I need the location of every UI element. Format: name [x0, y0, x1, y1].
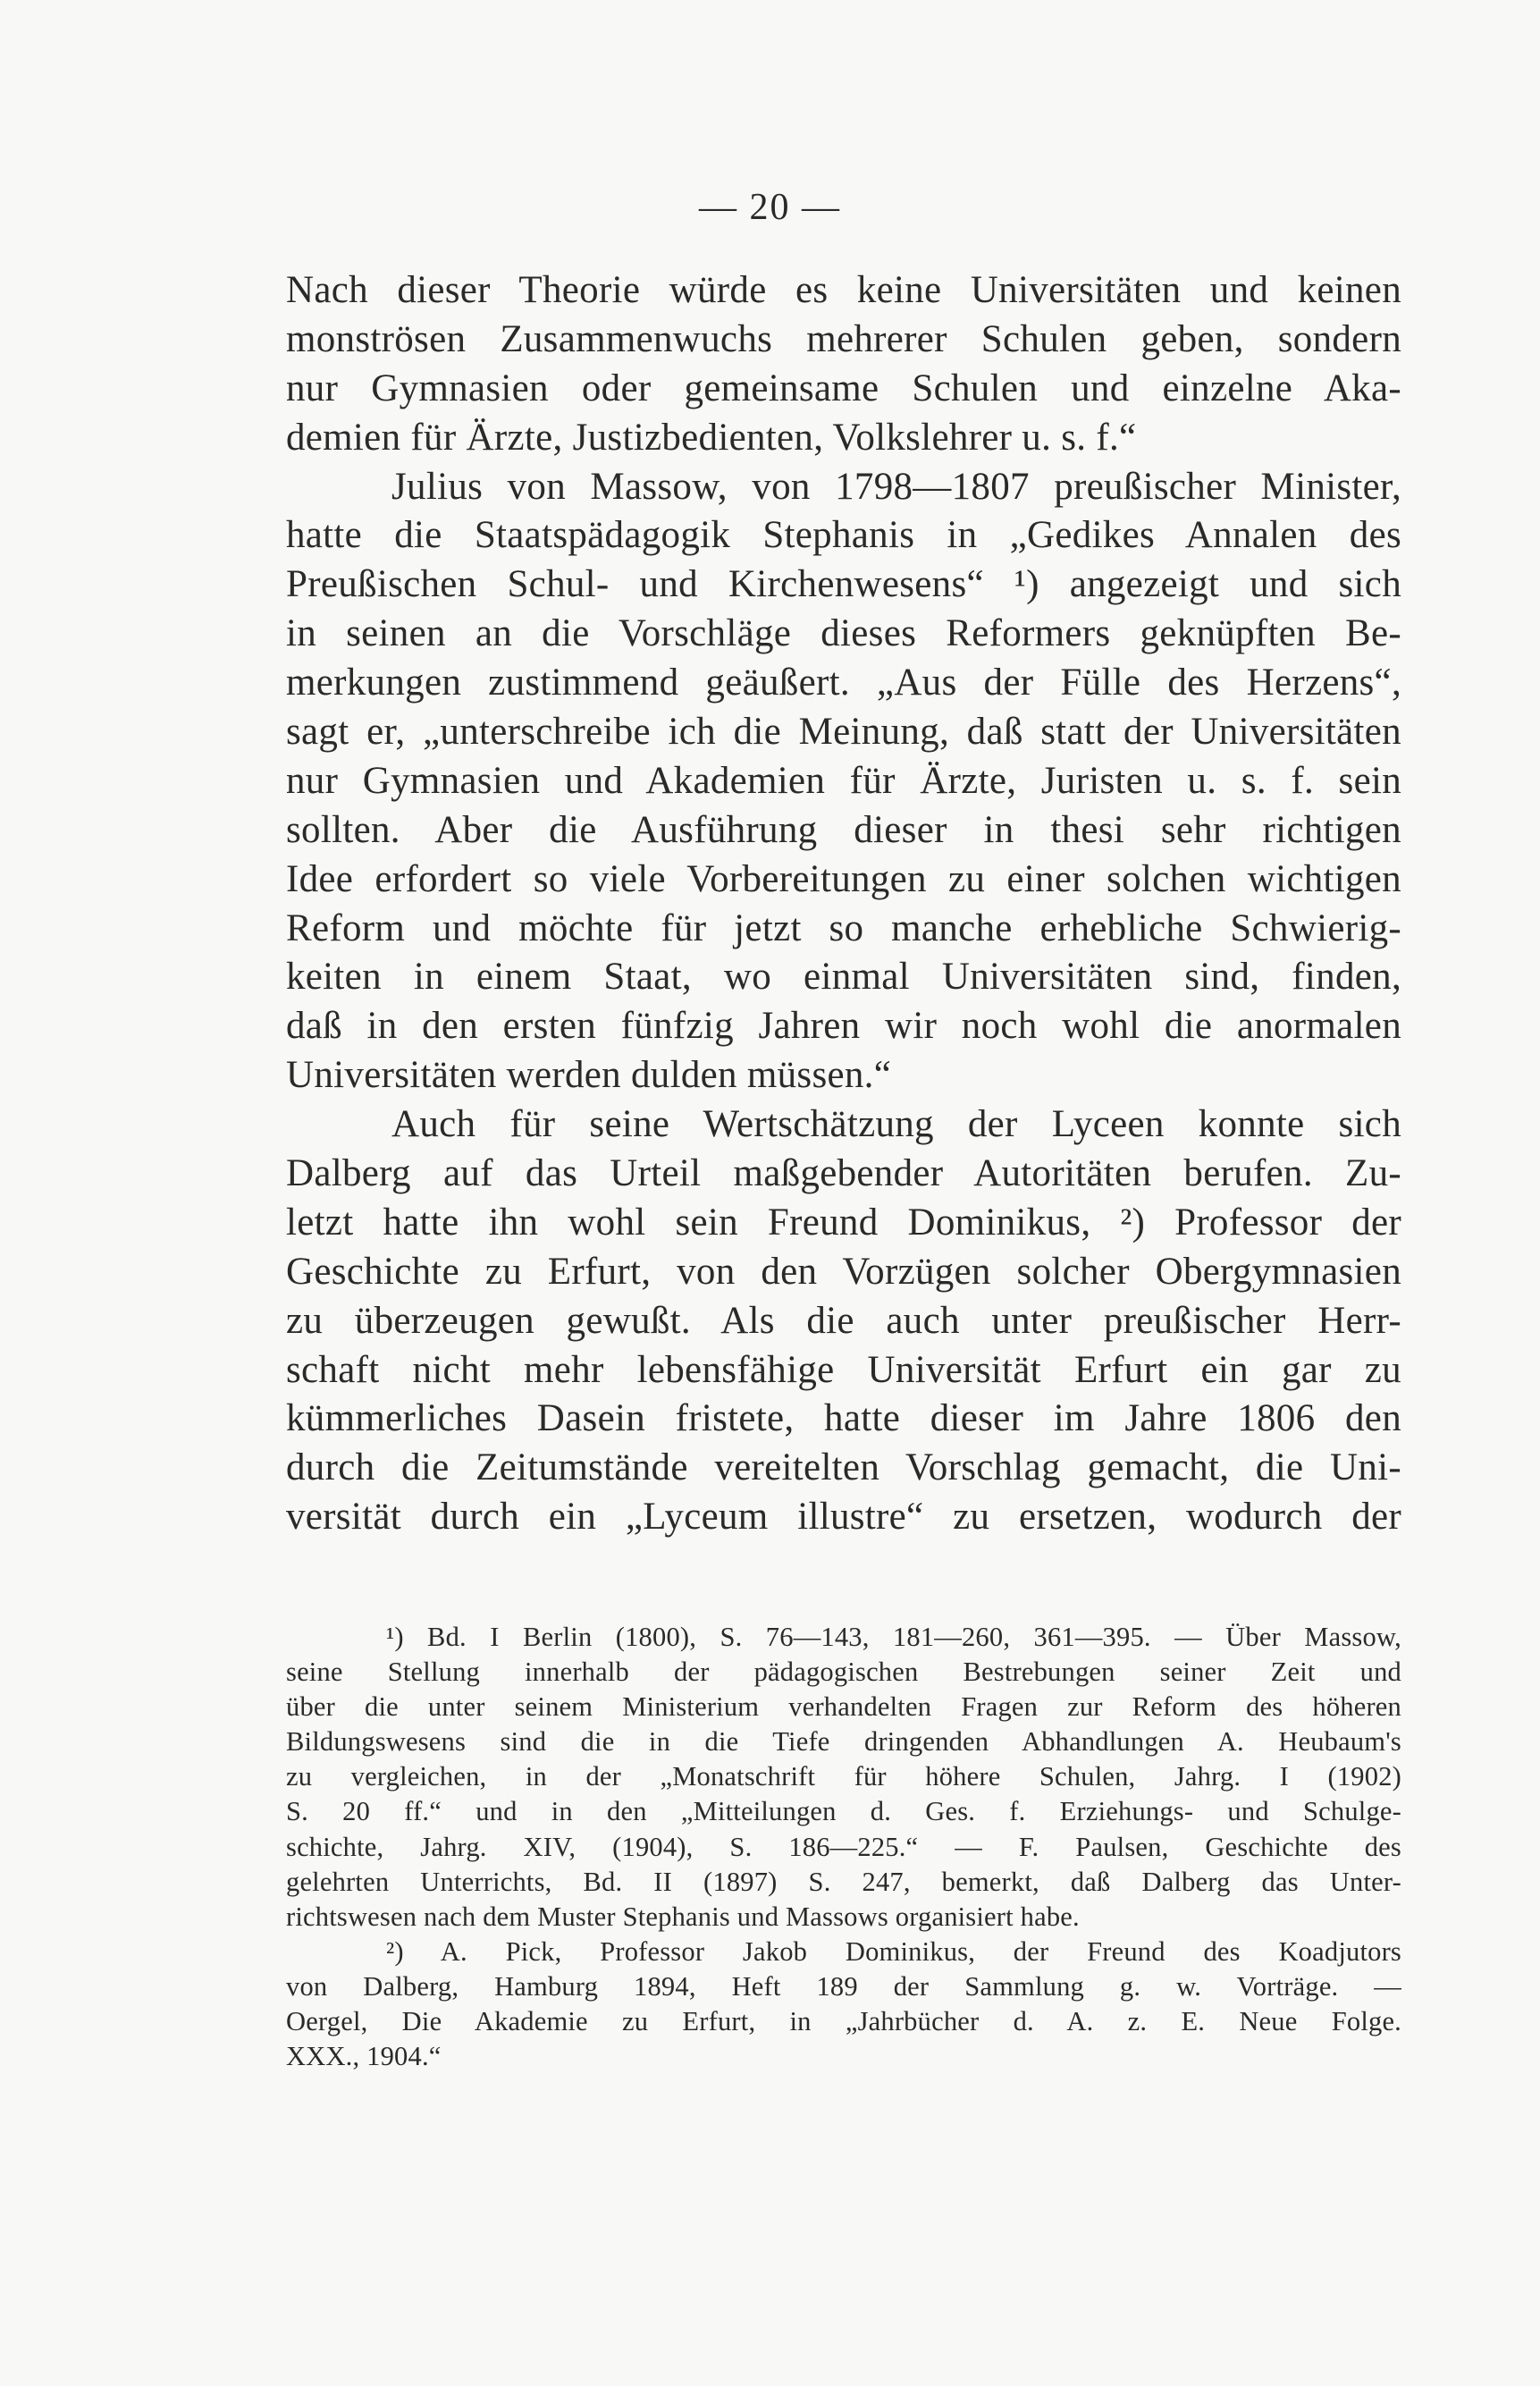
body-line: sagt er, „unterschreibe ich die Meinung, daß statt der Universitäten: [286, 711, 1401, 754]
footnote-line: XXX., 1904.“: [286, 2041, 442, 2072]
body-line: durch die Zeitumstände vereitelten Vorschlag gemacht, die Uni-: [286, 1446, 1401, 1489]
footnote-line: seine Stellung innerhalb der pädagogischen Bestrebungen seiner Zeit und: [286, 1657, 1401, 1688]
footnote-line: von Dalberg, Hamburg 1894, Heft 189 der Sammlung g. w. Vorträge. —: [286, 1970, 1401, 2002]
body-line: daß in den ersten fünfzig Jahren wir noch wohl die anormalen: [286, 1005, 1401, 1048]
body-line: hatte die Staatspädagogik Stephanis in „Gedikes Annalen des: [286, 514, 1401, 557]
body-line: zu überzeugen gewußt. Als die auch unter preußischer Herr-: [286, 1299, 1401, 1342]
body-line: Nach dieser Theorie würde es keine Universitäten und keinen: [286, 269, 1401, 311]
footnote-line: gelehrten Unterrichts, Bd. II (1897) S. 247, bemerkt, daß Dalberg das Unter-: [286, 1866, 1401, 1897]
body-line: Julius von Massow, von 1798—1807 preußischer Minister,: [391, 465, 1401, 508]
footnote-line: S. 20 ff.“ und in den „Mitteilungen d. Ges. f. Erziehungs- und Schulge-: [286, 1796, 1401, 1827]
footnote-line: ¹) Bd. I Berlin (1800), S. 76—143, 181—260, 361—395. — Über Massow,: [386, 1622, 1401, 1652]
body-line: letzt hatte ihn wohl sein Freund Dominikus, ²) Professor der: [286, 1201, 1401, 1244]
body-line: versität durch ein „Lyceum illustre“ zu ersetzen, wodurch der: [286, 1496, 1401, 1539]
footnote-line: richtswesen nach dem Muster Stephanis und Massows organisiert habe.: [286, 1901, 1080, 1932]
body-line: Preußischen Schul- und Kirchenwesens“ ¹) angezeigt und sich: [286, 563, 1401, 606]
body-line: Dalberg auf das Urteil maßgebender Autoritäten berufen. Zu-: [286, 1152, 1401, 1195]
footnote-line: zu vergleichen, in der „Monatschrift für höhere Schulen, Jahrg. I (1902): [286, 1761, 1401, 1792]
footnote-line: Oergel, Die Akademie zu Erfurt, in „Jahrbücher d. A. z. E. Neue Folge.: [286, 2006, 1401, 2037]
body-line: nur Gymnasien oder gemeinsame Schulen und einzelne Aka-: [286, 367, 1401, 409]
footnote-line: über die unter seinem Ministerium verhandelten Fragen zur Reform des höheren: [286, 1691, 1401, 1723]
body-line: demien für Ärzte, Justizbedienten, Volkslehrer u. s. f.“: [286, 416, 1137, 459]
page-number: — 20 —: [699, 187, 841, 228]
main-text: [286, 266, 1401, 1542]
footnote-line: ²) A. Pick, Professor Jakob Dominikus, der Freund des Koadjutors: [386, 1935, 1401, 1967]
body-line: merkungen zustimmend geäußert. „Aus der Fülle des Herzens“,: [286, 662, 1401, 704]
body-line: Auch für seine Wertschätzung der Lyceen konnte sich: [391, 1103, 1401, 1146]
body-line: schaft nicht mehr lebensfähige Universität Erfurt ein gar zu: [286, 1348, 1401, 1391]
body-line: Idee erfordert so viele Vorbereitungen zu einer solchen wichtigen: [286, 857, 1401, 900]
body-line: sollten. Aber die Ausführung dieser in thesi sehr richtigen: [286, 808, 1401, 851]
body-line: in seinen an die Vorschläge dieses Reformers geknüpften Be-: [286, 612, 1401, 655]
body-line: Geschichte zu Erfurt, von den Vorzügen solcher Obergymnasien: [286, 1250, 1401, 1293]
body-line: Universitäten werden dulden müssen.“: [286, 1054, 892, 1097]
footnote-line: Bildungswesens sind die in die Tiefe dringenden Abhandlungen A. Heubaum's: [286, 1726, 1401, 1758]
body-line: keiten in einem Staat, wo einmal Universitäten sind, finden,: [286, 956, 1401, 999]
body-line: nur Gymnasien und Akademien für Ärzte, Juristen u. s. f. sein: [286, 759, 1401, 802]
footnotes: [286, 1620, 1401, 2074]
body-line: kümmerliches Dasein fristete, hatte dieser im Jahre 1806 den: [286, 1397, 1401, 1440]
body-line: monströsen Zusammenwuchs mehrerer Schulen geben, sondern: [286, 317, 1401, 360]
footnote-line: schichte, Jahrg. XIV, (1904), S. 186—225.“ — F. Paulsen, Geschichte des: [286, 1831, 1401, 1862]
body-line: Reform und möchte für jetzt so manche erhebliche Schwierig-: [286, 906, 1401, 949]
